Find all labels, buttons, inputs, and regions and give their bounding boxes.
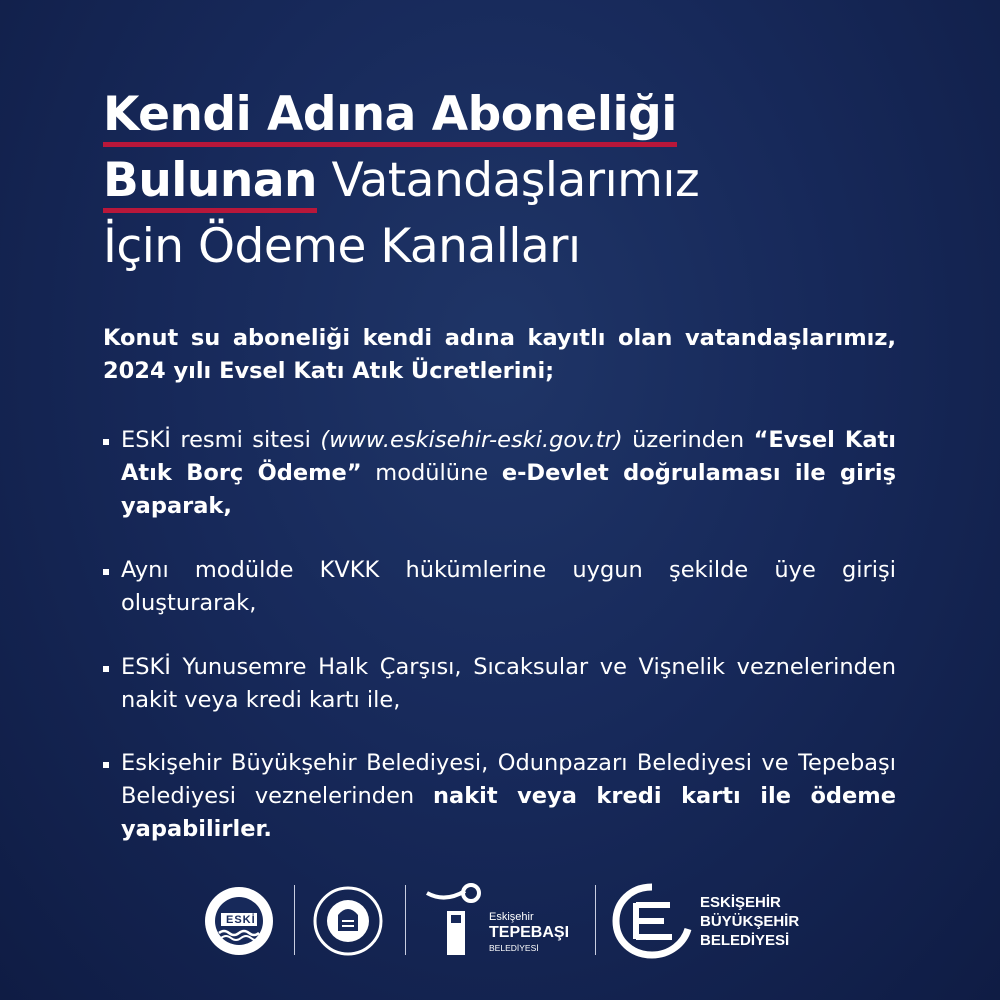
list-item xyxy=(103,651,896,717)
tepebasi-line-1: Eskişehir xyxy=(489,911,534,923)
bullet-square-icon xyxy=(103,439,109,445)
eski-logo-center-text: ESKİ xyxy=(226,914,256,926)
bullet-4-bold: nakit veya kredi kartı ile ödeme yapabilirler. xyxy=(121,783,896,842)
tepebasi-logo xyxy=(425,881,585,961)
odunpazari-seal-icon xyxy=(312,885,384,957)
logo-divider xyxy=(595,885,596,955)
tepebasi-line-3: BELEDİYESİ xyxy=(489,943,539,953)
module-name: “Evsel Katı Atık Borç Ödeme” xyxy=(121,427,897,486)
logo-divider xyxy=(294,885,295,955)
tepebasi-figure-icon xyxy=(425,881,485,961)
bullet-4-text-a: Eskişehir Büyükşehir Belediyesi, Odunpazarı Belediyesi ve Tepebaşı Belediyesi veznelerinden xyxy=(121,750,896,809)
buyuksehir-line-1: ESKİŞEHİR xyxy=(700,894,781,911)
buyuksehir-logo xyxy=(612,883,812,963)
list-item-text xyxy=(121,424,896,523)
logos-row xyxy=(0,875,1000,965)
bullet-square-icon xyxy=(103,762,109,768)
list-item-text: ESKİ Yunusemre Halk Çarşısı, Sıcaksular ve Vişnelik veznelerinden nakit veya kredi kartı ile, xyxy=(121,654,896,713)
title-bold-1: Kendi Adına Aboneliği xyxy=(103,87,677,147)
page-title xyxy=(103,82,903,280)
list-item xyxy=(103,554,896,620)
title-line-3: İçin Ödeme Kanalları xyxy=(103,219,581,274)
list-item-text xyxy=(121,747,896,846)
list-item xyxy=(103,747,896,846)
eski-logo xyxy=(203,885,275,957)
buyuksehir-line-2: BÜYÜKŞEHİR xyxy=(700,913,800,930)
intro-paragraph: Konut su aboneliği kendi adına kayıtlı olan vatandaşlarımız, 2024 yılı Evsel Katı Atık Ücretlerini; xyxy=(103,325,896,384)
logo-divider xyxy=(405,885,406,955)
odunpazari-logo xyxy=(312,885,384,957)
title-line-2 xyxy=(103,148,903,214)
buyuksehir-emblem-icon xyxy=(612,883,692,959)
bullet-square-icon xyxy=(103,666,109,672)
list-item-text: Aynı modülde KVKK hükümlerine uygun şekilde üye girişi oluşturarak, xyxy=(121,557,896,616)
bullet-1-text-a: ESKİ resmi sitesi xyxy=(121,427,321,453)
bullet-1-text-e: modülüne xyxy=(361,460,502,486)
tepebasi-line-2: TEPEBAŞI xyxy=(489,924,570,941)
bullet-square-icon xyxy=(103,569,109,575)
website-url: (www.eskisehir-eski.gov.tr) xyxy=(320,427,623,453)
list-item xyxy=(103,424,896,523)
title-line-1 xyxy=(103,82,903,148)
edevlet-text: e-Devlet doğrulaması ile giriş yaparak, xyxy=(121,460,896,519)
title-regular-2: Vatandaşlarımız xyxy=(317,153,700,208)
title-bold-2: Bulunan xyxy=(103,153,317,213)
buyuksehir-line-3: BELEDİYESİ xyxy=(700,932,790,949)
bullet-1-text-c: üzerinden xyxy=(622,427,754,453)
